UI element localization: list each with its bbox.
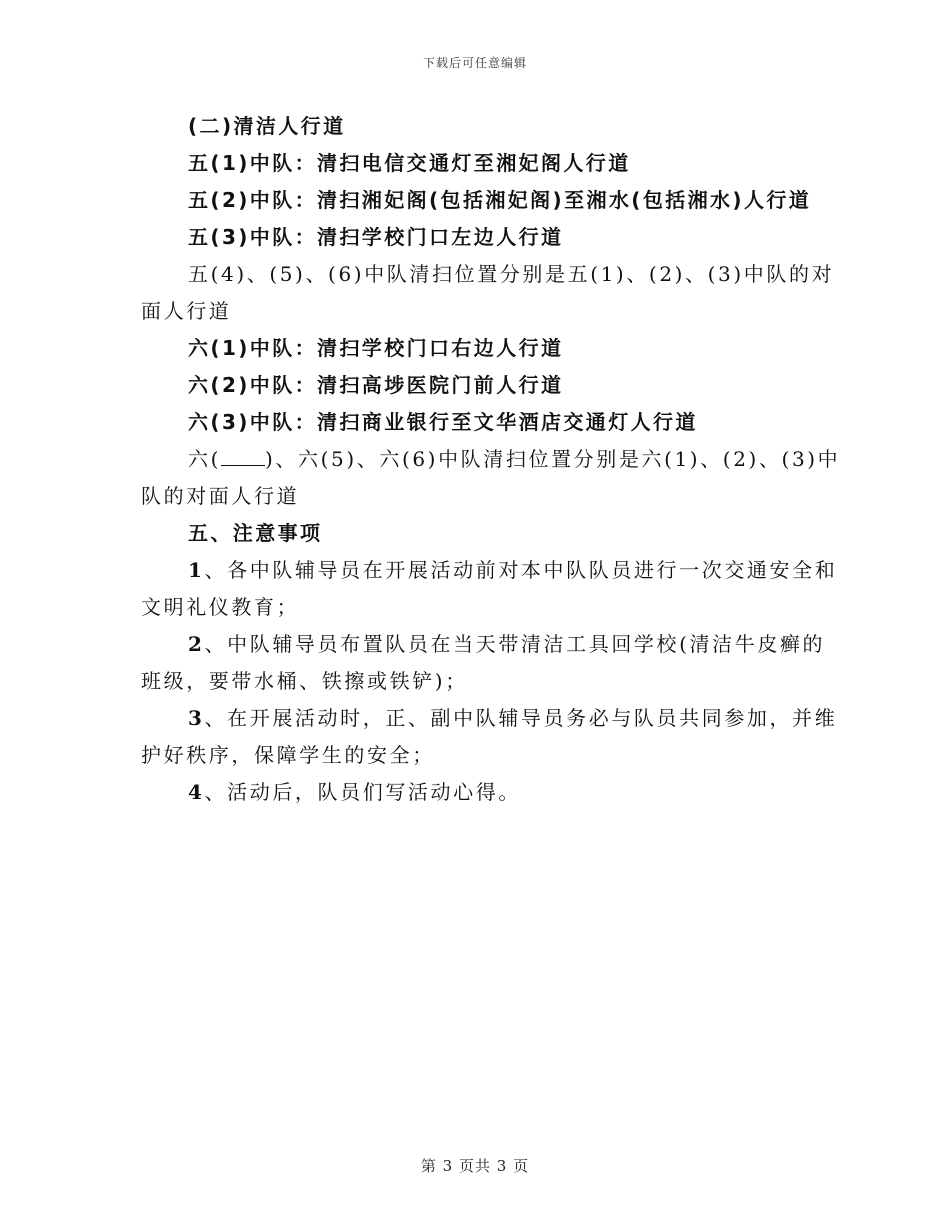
grade6-note-suffix: )、六(5)、六(6)中队清扫位置分别是六(1)、(2)、(3)中 — [265, 447, 841, 471]
header-note: 下载后可任意编辑 — [422, 56, 527, 70]
grade5-assignment-3: 五(3)中队：清扫学校门口左边人行道 — [188, 225, 564, 249]
grade6-note-line-1 — [141, 441, 841, 478]
precaution-text-1: 、各中队辅导员在开展活动前对本中队队员进行一次交通安全和 — [204, 558, 838, 582]
precaution-number-2: 2 — [188, 632, 205, 656]
grade6-assignment-2: 六(2)中队：清扫高埗医院门前人行道 — [188, 373, 564, 397]
precaution-item-2-line-2: 班级，要带水桶、铁擦或铁铲)； — [141, 669, 468, 693]
precaution-item-3-line-1 — [141, 700, 838, 737]
grade5-assignment-2: 五(2)中队：清扫湘妃阁(包括湘妃阁)至湘水(包括湘水)人行道 — [188, 188, 812, 212]
grade6-note-line-2: 队的对面人行道 — [141, 484, 300, 508]
section-title-clean-sidewalk: (二)清洁人行道 — [188, 114, 346, 138]
precaution-item-4-line-1 — [141, 774, 811, 811]
precaution-item-3-line-2: 护好秩序，保障学生的安全； — [141, 743, 435, 767]
precaution-number-1: 1 — [188, 558, 205, 582]
precaution-item-2-line-1 — [141, 626, 826, 663]
page-number-footer: 第 3 页共 3 页 — [420, 1157, 530, 1175]
precaution-text-3: 、在开展活动时，正、副中队辅导员务必与队员共同参加，并维 — [204, 706, 838, 730]
grade6-assignment-1: 六(1)中队：清扫学校门口右边人行道 — [188, 336, 564, 360]
grade5-assignment-1: 五(1)中队：清扫电信交通灯至湘妃阁人行道 — [188, 151, 631, 175]
document-body — [141, 108, 841, 811]
grade6-note-prefix: 六( — [188, 447, 222, 471]
grade5-note-line-2: 面人行道 — [141, 299, 232, 323]
fill-in-blank — [221, 447, 265, 466]
precaution-text-4: 、活动后，队员们写活动心得。 — [204, 780, 521, 804]
precaution-item-1-line-1 — [141, 552, 838, 589]
precaution-number-3: 3 — [188, 706, 205, 730]
precaution-number-4: 4 — [188, 780, 205, 804]
precaution-item-1-line-2: 文明礼仪教育； — [141, 595, 300, 619]
grade6-assignment-3: 六(3)中队：清扫商业银行至文华酒店交通灯人行道 — [188, 410, 698, 434]
section-title-precautions: 五、注意事项 — [188, 521, 323, 545]
grade5-note-line-1: 五(4)、(5)、(6)中队清扫位置分别是五(1)、(2)、(3)中队的对 — [188, 262, 835, 286]
precaution-text-2: 、中队辅导员布置队员在当天带清洁工具回学校(清洁牛皮癣的 — [204, 632, 826, 656]
